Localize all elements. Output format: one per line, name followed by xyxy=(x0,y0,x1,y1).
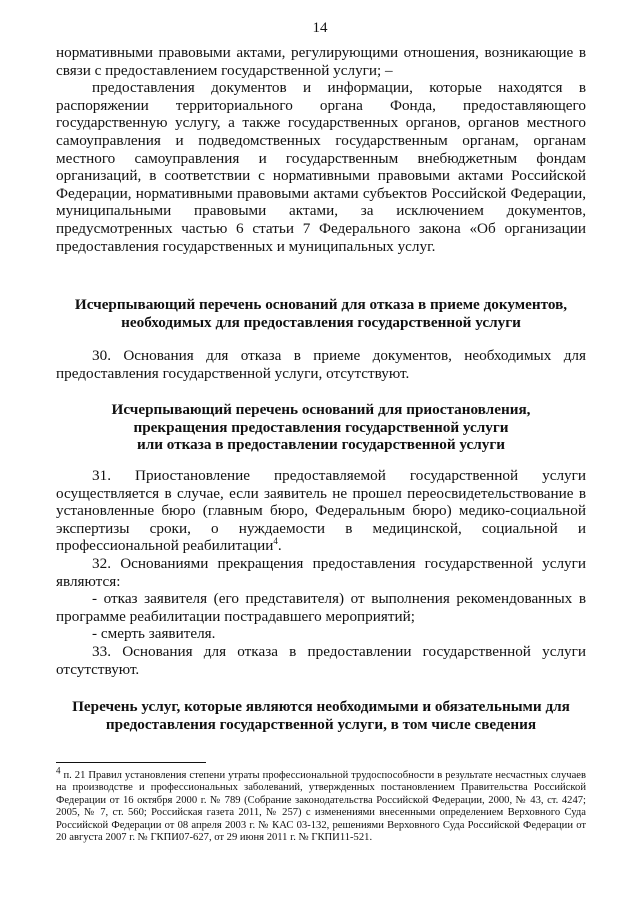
section-heading-refusal-acceptance xyxy=(56,296,586,331)
clause-32-item: - отказ заявителя (его представителя) от выполнения рекомендованных в программе реабилитации пострадавшего мероприятий; xyxy=(56,590,586,625)
heading-line: необходимых для предоставления государственной услуги xyxy=(121,313,521,331)
footnote-divider xyxy=(56,762,206,763)
clause-33: 33. Основания для отказа в предоставлении государственной услуги отсутствуют. xyxy=(56,642,586,678)
footnote-text: п. 21 Правил установления степени утраты профессиональной трудоспособности в результате несчастных случаев на производстве и профессиональных заболеваний, утвержденных постановлением Правительства Российской Федерации от 16 октября 2000 г. № 789 (Собрание законодательства Российской Федерации, 2000, № 43, ст. 4247; 2005, № 7, ст. 560; Российская газета 2011, № 257) с изменениями внесенными определением Верховного Суда Российской Федерации от 08 апреля 2003 г. № КАС 03-132, решениями Верховного Суда Российской Федерации от 20 августа 2007 г. № ГКПИ07-627, от 29 июня 2011 г. № ГКПИ11-521. xyxy=(56,770,586,844)
heading-line: Исчерпывающий перечень оснований для отказа в приеме документов, xyxy=(74,296,568,313)
section-heading-suspension xyxy=(56,401,586,454)
page-number: 14 xyxy=(312,20,328,36)
clause-32-item: - смерть заявителя. xyxy=(92,625,216,643)
footnote-reference: 4 xyxy=(273,536,278,547)
footnote-mark: 4 xyxy=(56,765,61,776)
paragraph: 30. Основания для отказа в приеме документов, необходимых для предоставления государственной услуги, отсутствуют. xyxy=(56,347,586,382)
clause-30 xyxy=(56,347,586,382)
paragraph: нормативными правовыми актами, регулирующими отношения, возникающие в связи с предоставлением государственной услуги; – xyxy=(56,44,586,79)
clause-31 xyxy=(56,467,586,555)
heading-line: или отказа в предоставлении государственной услуги xyxy=(136,436,505,454)
clause-31-end: . xyxy=(277,537,282,555)
text-block-continuation xyxy=(56,44,586,255)
heading-line: Перечень услуг, которые являются необходимыми и обязательными для xyxy=(72,698,570,715)
heading-line: Исчерпывающий перечень оснований для приостановления, xyxy=(111,401,531,418)
section-heading-required-services xyxy=(56,698,586,733)
clauses-31-33 xyxy=(56,467,586,678)
footnote xyxy=(56,765,586,844)
paragraph: предоставления документов и информации, которые находятся в распоряжении территориального органа Фонда, предоставляющего государственную услугу, а также государственных органов, органов местного самоуправления и подведомственных государственным органам, органам местного самоуправления и государственным внебюджетным фондам организаций, в соответствии с нормативными правовыми актами Российской Федерации, нормативными правовыми актами субъектов Российской Федерации, муниципальными правовыми актами, за исключением документов, предусмотренных частью 6 статьи 7 Федерального закона «Об организации предоставления государственных и муниципальных услуг. xyxy=(56,79,586,255)
clause-32: 32. Основаниями прекращения предоставления государственной услуги являются: xyxy=(56,554,586,590)
clause-31-text: 31. Приостановление предоставляемой государственной услуги осуществляется в случае, если заявитель не прошел переосвидетельствование в установленные бюро (главным бюро, Федеральным бюро) медико-социальной экспертизы сроки, о нуждаемости в медицинской, социальной и профессиональной реабилитации xyxy=(56,467,586,555)
heading-line: прекращения предоставления государственной услуги xyxy=(133,418,509,436)
heading-line: предоставления государственной услуги, в том числе сведения xyxy=(105,715,537,733)
